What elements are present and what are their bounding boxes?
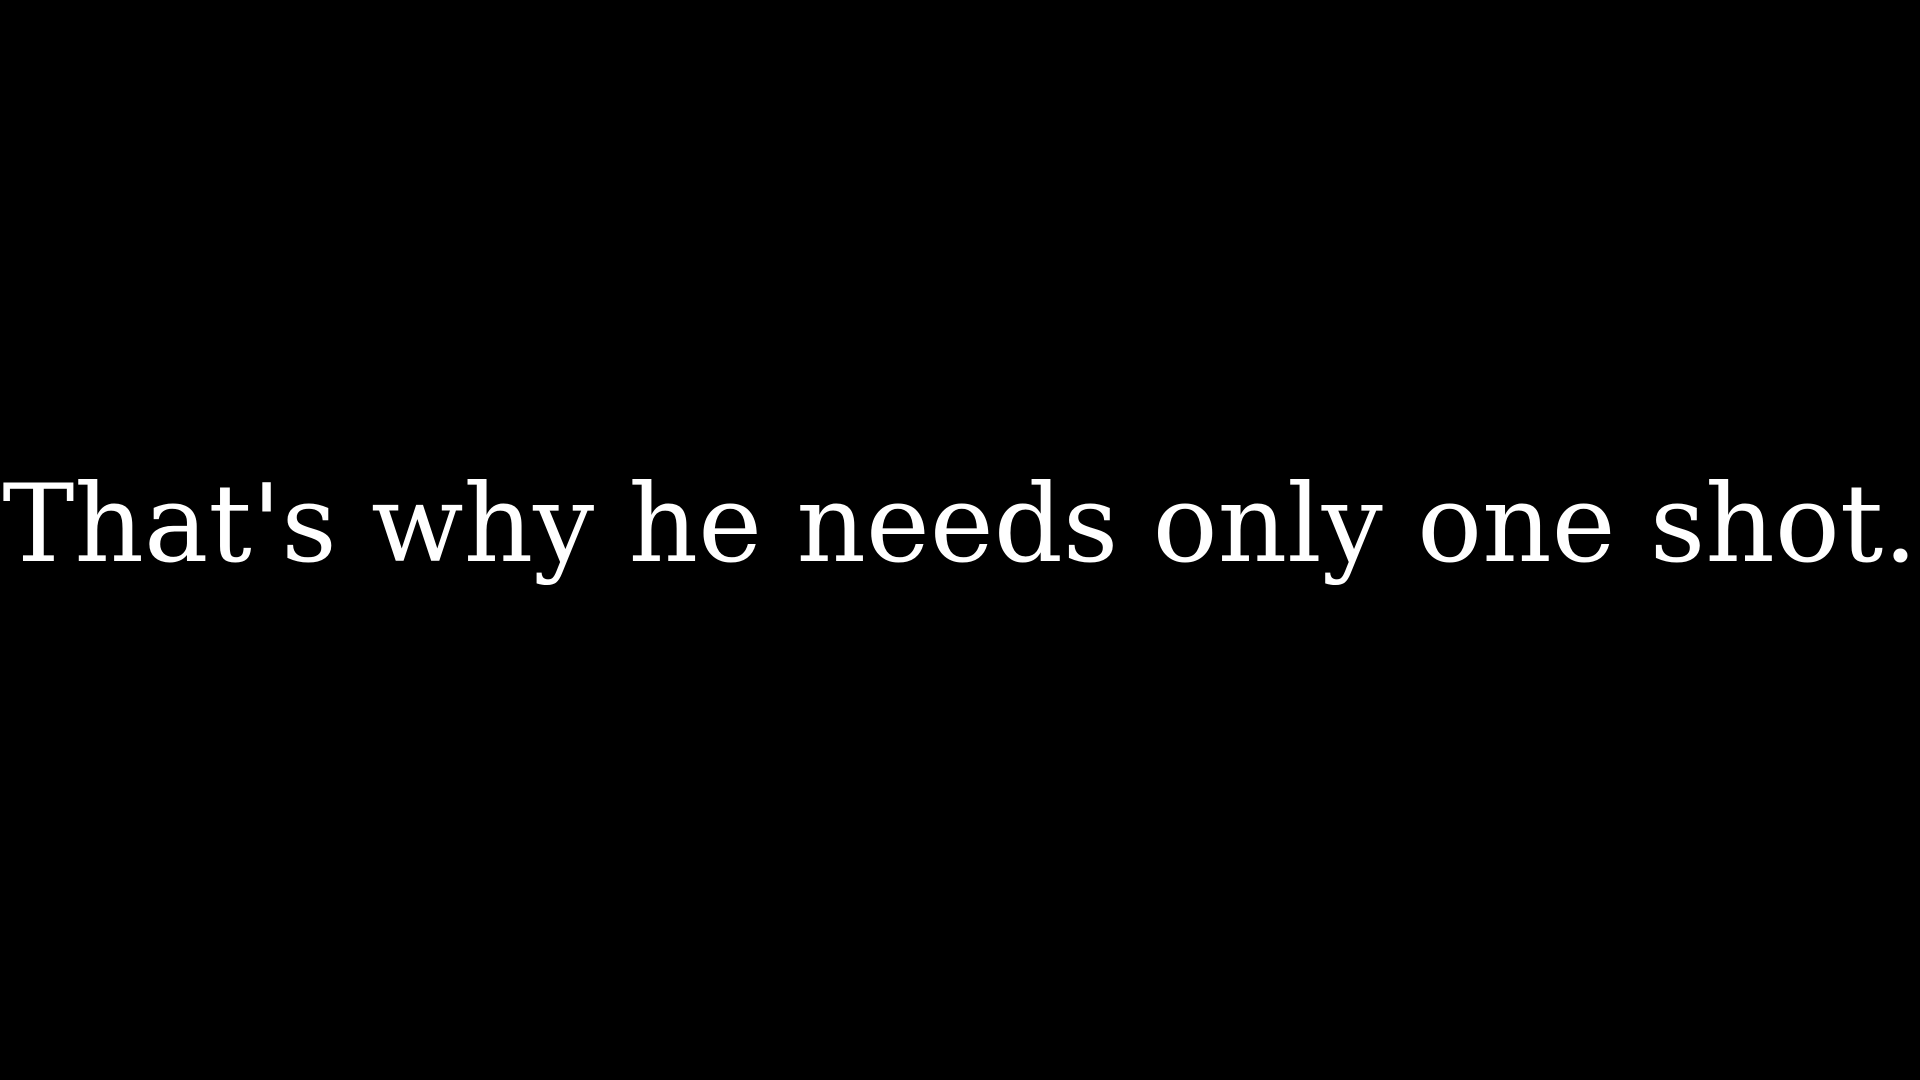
caption-text: That's why he needs only one shot. — [2, 462, 1918, 587]
